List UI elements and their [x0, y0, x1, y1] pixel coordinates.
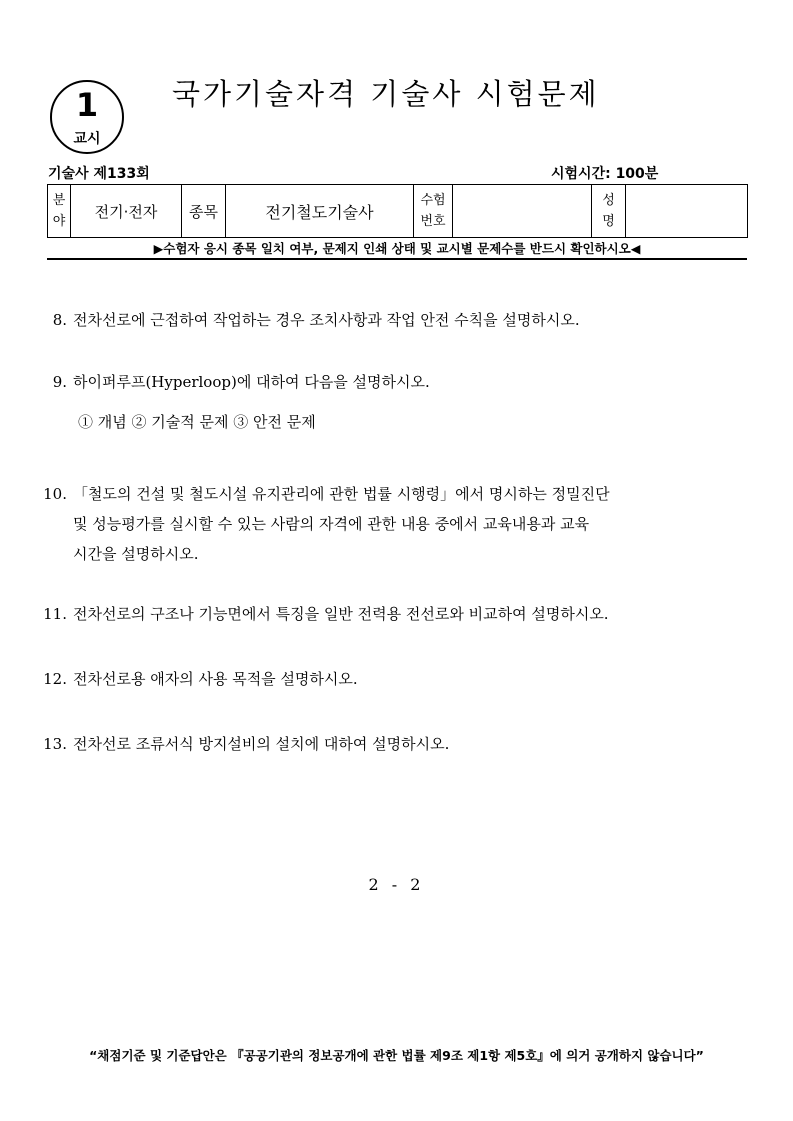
period-label: 교시 [73, 131, 101, 147]
field-value: 전기·전자 [71, 185, 182, 238]
question-10: 10. 「철도의 건설 및 철도시설 유지관리에 관한 법률 시행령」에서 명시하는 정밀진단 및 성능평가를 실시할 수 있는 사람의 자격에 관한 내용 중에서 교육내용과 교육 시간을 설명하시오. [43, 485, 610, 563]
question-13: 13. 전차선로 조류서식 방지설비의 설치에 대하여 설명하시오. [43, 735, 450, 753]
period-badge [50, 80, 124, 154]
category-label: 종목 [182, 185, 226, 238]
header-divider [47, 258, 747, 260]
exam-number-field[interactable] [453, 185, 592, 238]
question-8: 8. 전차선로에 근접하여 작업하는 경우 조치사항과 작업 안전 수칙을 설명하시오. [52, 311, 580, 329]
page-title: 국가기술자격 기술사 시험문제 [172, 77, 600, 111]
name-field[interactable] [626, 185, 748, 238]
question-9: 9. 하이퍼루프(Hyperloop)에 대하여 다음을 설명하시오. ① 개념 ② 기술적 문제 ③ 안전 문제 [52, 373, 430, 431]
exam-number-label: 수험 번호 [414, 185, 453, 238]
exam-info-table [47, 184, 748, 238]
field-label: 분 야 [48, 185, 71, 238]
notice-text: ▶수험자 응시 종목 일치 여부, 문제지 인쇄 상태 및 교시별 문제수를 반드시 확인하시오◀ [153, 241, 641, 256]
exam-time: 시험시간: 100분 [551, 166, 659, 182]
exam-info: 기술사 제133회 [48, 166, 150, 182]
period-number: 1 [75, 86, 99, 124]
page-number: 2 - 2 [368, 875, 425, 894]
disclosure-note: “채점기준 및 기준답안은 『공공기관의 정보공개에 관한 법률 제9조 제1항 제5호』에 의거 공개하지 않습니다” [89, 1048, 704, 1063]
question-11: 11. 전차선로의 구조나 기능면에서 특징을 일반 전력용 전선로와 비교하여 설명하시오. [43, 605, 609, 623]
question-12: 12. 전차선로용 애자의 사용 목적을 설명하시오. [43, 670, 358, 688]
name-label: 성 명 [592, 185, 626, 238]
category-value: 전기철도기술사 [226, 185, 414, 238]
